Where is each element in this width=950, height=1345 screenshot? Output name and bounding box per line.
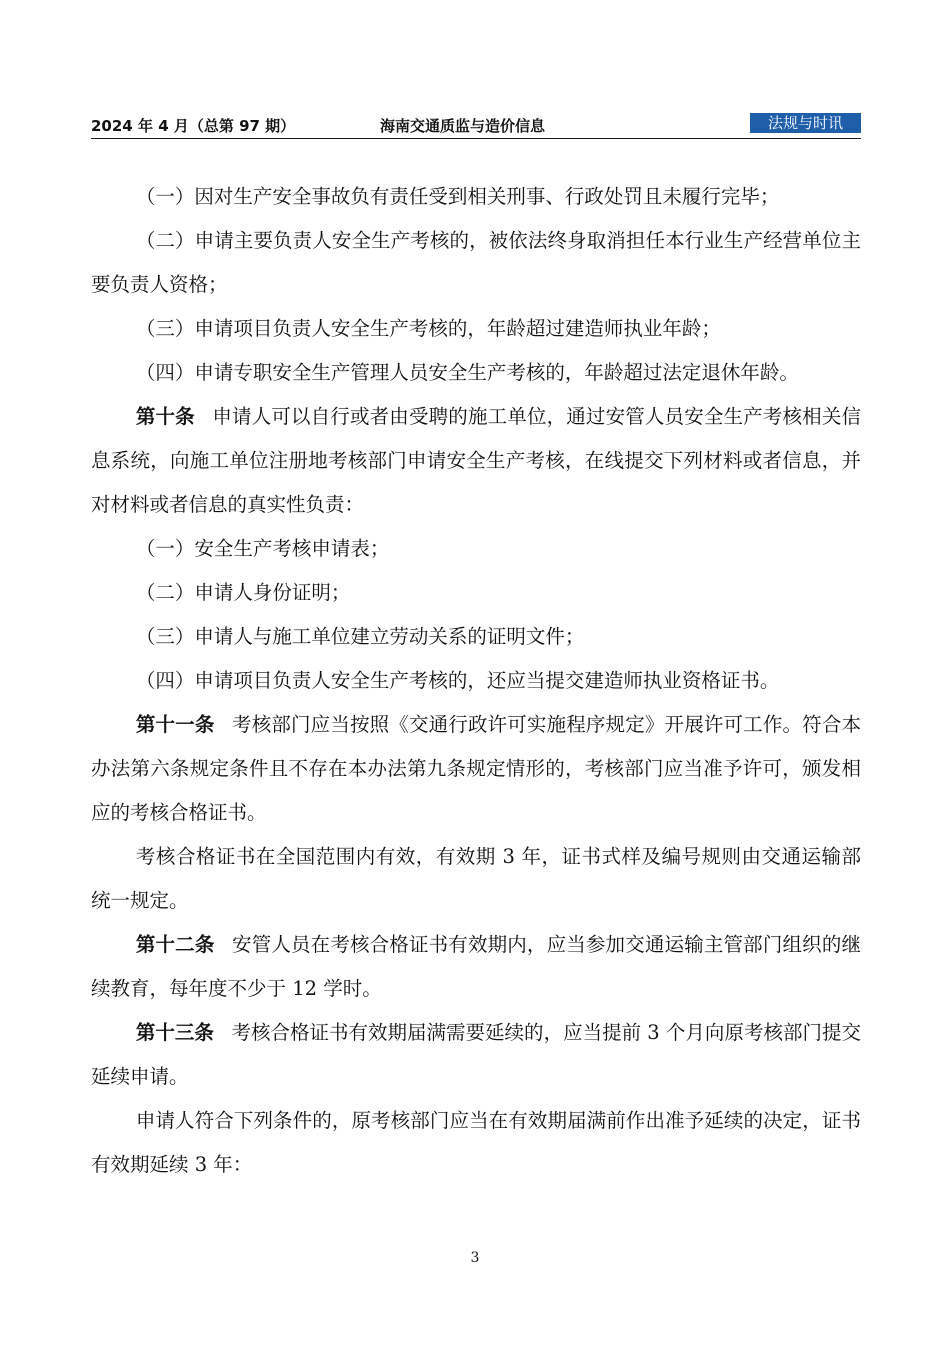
paragraph — [91, 1099, 861, 1187]
paragraph — [91, 659, 861, 703]
paragraph — [91, 219, 861, 307]
paragraph-text: 考核部门应当按照《交通行政许可实施程序规定》开展许可工作。符合本办法第六条规定条件且不存在本办法第九条规定情形的，考核部门应当准予许可，颁发相应的考核合格证书。 — [91, 713, 861, 824]
article-paragraph — [91, 1011, 861, 1099]
issue-label: 2024 年 4 月（总第 97 期） — [91, 117, 296, 135]
paragraph — [91, 527, 861, 571]
paragraph-text: 考核合格证书在全国范围内有效，有效期 3 年，证书式样及编号规则由交通运输部统一规定。 — [91, 845, 861, 912]
article-paragraph — [91, 395, 861, 527]
paragraph-text: （四）申请专职安全生产管理人员安全生产考核的，年龄超过法定退休年龄。 — [135, 361, 799, 384]
article-number: 第十条 — [135, 405, 195, 428]
article-number: 第十三条 — [135, 1021, 214, 1044]
page-number: 3 — [470, 1250, 480, 1266]
paragraph-text: 考核合格证书有效期届满需要延续的，应当提前 3 个月向原考核部门提交延续申请。 — [91, 1021, 861, 1088]
publication-title: 海南交通质监与造价信息 — [380, 117, 546, 135]
page-header — [91, 112, 861, 139]
paragraph — [91, 175, 861, 219]
paragraph — [91, 835, 861, 923]
paragraph-text: （一）因对生产安全事故负有责任受到相关刑事、行政处罚且未履行完毕； — [135, 185, 780, 208]
paragraph-text: （一）安全生产考核申请表； — [135, 537, 390, 560]
paragraph — [91, 351, 861, 395]
paragraph-text: 申请人可以自行或者由受聘的施工单位，通过安管人员安全生产考核相关信息系统，向施工单位注册地考核部门申请安全生产考核，在线提交下列材料或者信息，并对材料或者信息的真实性负责： — [91, 405, 861, 516]
paragraph-text: （四）申请项目负责人安全生产考核的，还应当提交建造师执业资格证书。 — [135, 669, 780, 692]
article-paragraph — [91, 923, 861, 1011]
paragraph — [91, 571, 861, 615]
paragraph-text: 申请人符合下列条件的，原考核部门应当在有效期届满前作出准予延续的决定，证书有效期延续 3 年： — [91, 1109, 861, 1176]
section-badge: 法规与时讯 — [750, 113, 861, 133]
article-body — [91, 175, 861, 1187]
paragraph-text: 安管人员在考核合格证书有效期内，应当参加交通运输主管部门组织的继续教育，每年度不少于 12 学时。 — [91, 933, 861, 1000]
article-number: 第十一条 — [135, 713, 215, 736]
paragraph — [91, 615, 861, 659]
paragraph-text: （二）申请主要负责人安全生产考核的，被依法终身取消担任本行业生产经营单位主要负责人资格； — [91, 229, 861, 296]
paragraph-text: （二）申请人身份证明； — [135, 581, 351, 604]
paragraph-text: （三）申请项目负责人安全生产考核的，年龄超过建造师执业年龄； — [135, 317, 721, 340]
article-paragraph — [91, 703, 861, 835]
paragraph — [91, 307, 861, 351]
article-number: 第十二条 — [135, 933, 215, 956]
paragraph-text: （三）申请人与施工单位建立劳动关系的证明文件； — [135, 625, 585, 648]
